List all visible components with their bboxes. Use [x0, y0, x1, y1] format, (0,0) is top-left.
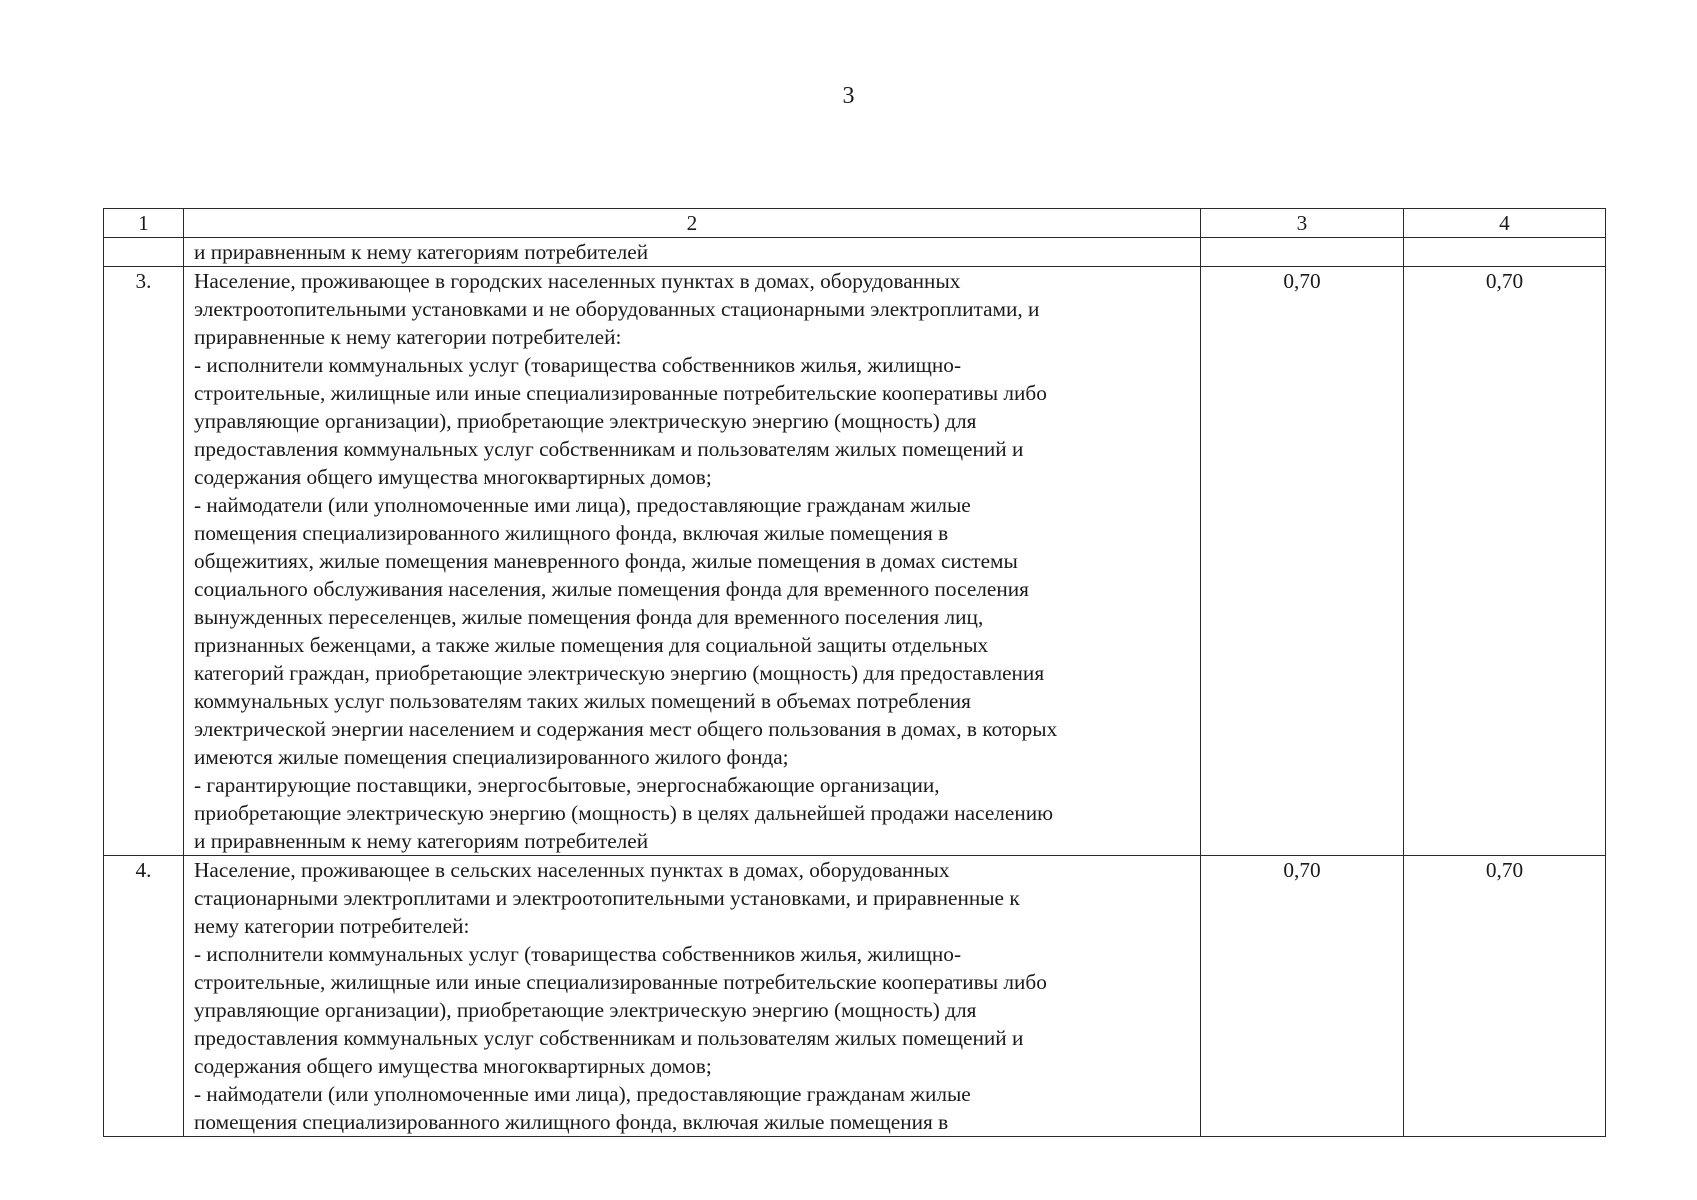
value-cell-col3: [1201, 238, 1404, 267]
description-line: строительные, жилищные или иные специализированные потребительские кооперативы либо: [194, 381, 1047, 405]
description-line: содержания общего имущества многоквартирных домов;: [194, 465, 712, 489]
description-line: приравненные к нему категории потребителей:: [194, 325, 622, 349]
description-line: общежитиях, жилые помещения маневренного фонда, жилые помещения в домах системы: [194, 549, 1018, 573]
description-line: категорий граждан, приобретающие электрическую энергию (мощность) для предоставления: [194, 661, 1045, 685]
tariff-table: [103, 208, 1606, 1137]
row-description: [184, 856, 1201, 1137]
value-cell-col4: [1404, 238, 1606, 267]
table-row: [104, 856, 1606, 1137]
table-header-row: [104, 209, 1606, 238]
header-cell-4: 4: [1404, 209, 1606, 238]
description-line: электрической энергии населением и содержания мест общего пользования в домах, в которых: [194, 717, 1058, 741]
row-value-col3: 0,70: [1201, 856, 1404, 1137]
description-line: - наймодатели (или уполномоченные ими лица), предоставляющие гражданам жилые: [194, 1082, 971, 1106]
row-value-col3: 0,70: [1201, 267, 1404, 856]
description-line: имеются жилые помещения специализированного жилого фонда;: [194, 745, 789, 769]
description-line: приобретающие электрическую энергию (мощность) в целях дальнейшей продажи населению: [194, 801, 1054, 825]
description-line: строительные, жилищные или иные специализированные потребительские кооперативы либо: [194, 970, 1047, 994]
description-line: - исполнители коммунальных услуг (товарищества собственников жилья, жилищно-: [194, 942, 962, 966]
header-cell-1: 1: [104, 209, 184, 238]
description-line: содержания общего имущества многоквартирных домов;: [194, 1054, 712, 1078]
description-line: Население, проживающее в сельских населенных пунктах в домах, оборудованных: [194, 858, 950, 882]
row-value-col4: 0,70: [1404, 267, 1606, 856]
description-line: Население, проживающее в городских населенных пунктах в домах, оборудованных: [194, 269, 961, 293]
description-line: помещения специализированного жилищного фонда, включая жилые помещения в: [194, 521, 949, 545]
description-line: социального обслуживания населения, жилые помещения фонда для временного поселения: [194, 577, 1029, 601]
description-line: стационарными электроплитами и электроотопительными установками, и приравненные к: [194, 886, 1020, 910]
description-line: признанных беженцами, а также жилые помещения для социальной защиты отдельных: [194, 633, 989, 657]
description-line: - гарантирующие поставщики, энергосбытовые, энергоснабжающие организации,: [194, 773, 940, 797]
description-line: вынужденных переселенцев, жилые помещения фонда для временного поселения лиц,: [194, 605, 984, 629]
description-line: помещения специализированного жилищного фонда, включая жилые помещения в: [194, 1110, 949, 1134]
description-line: - исполнители коммунальных услуг (товарищества собственников жилья, жилищно-: [194, 353, 962, 377]
description-line: предоставления коммунальных услуг собственникам и пользователям жилых помещений и: [194, 1026, 1024, 1050]
description-line: и приравненным к нему категориям потребителей: [194, 829, 649, 853]
table-row: [104, 267, 1606, 856]
description-line: - наймодатели (или уполномоченные ими лица), предоставляющие гражданам жилые: [194, 493, 971, 517]
description-line: нему категории потребителей:: [194, 914, 470, 938]
description-line: электроотопительными установками и не оборудованных стационарными электроплитами, и: [194, 297, 1040, 321]
row-value-col4: 0,70: [1404, 856, 1606, 1137]
row-number: 4.: [104, 856, 184, 1137]
row-description: [184, 267, 1201, 856]
description-line: коммунальных услуг пользователям таких жилых помещений в объемах потребления: [194, 689, 971, 713]
continuation-text: и приравненным к нему категориям потребителей: [184, 238, 1201, 267]
page-number: 3: [842, 83, 855, 109]
row-number-cell: [104, 238, 184, 267]
description-line: управляющие организации), приобретающие электрическую энергию (мощность) для: [194, 998, 977, 1022]
header-cell-3: 3: [1201, 209, 1404, 238]
row-number: 3.: [104, 267, 184, 856]
header-cell-2: 2: [184, 209, 1201, 238]
description-line: предоставления коммунальных услуг собственникам и пользователям жилых помещений и: [194, 437, 1024, 461]
continuation-row: [104, 238, 1606, 267]
description-line: управляющие организации), приобретающие электрическую энергию (мощность) для: [194, 409, 977, 433]
